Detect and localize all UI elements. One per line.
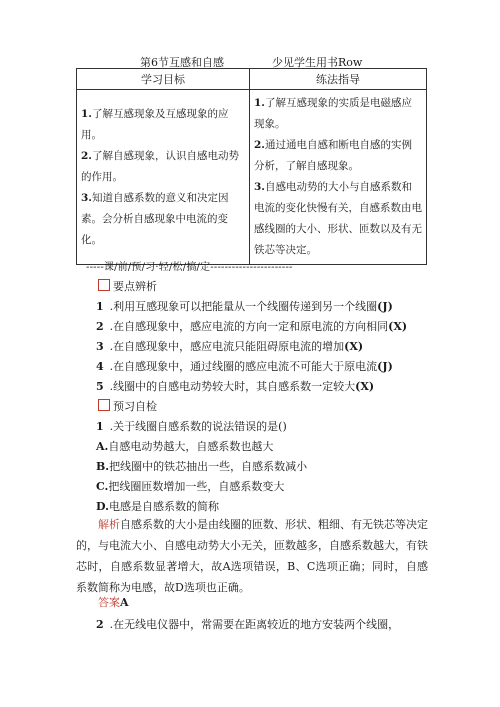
guide-item: 3.自感电动势的大小与自感系数和电流的变化快慢有关，自感系数由电感线圈的大小、形状、匝数以及有无铁芯等决定。 bbox=[254, 181, 422, 256]
answer-value: A bbox=[120, 596, 129, 609]
goals-header: 学习目标 bbox=[77, 69, 250, 90]
series-label: 少见学生用书Row bbox=[272, 56, 363, 69]
goals-cell bbox=[77, 90, 250, 265]
guides-header: 练法指导 bbox=[250, 69, 427, 90]
section-divider: -----课/前/预/习·轻/松/搞/定----------------------- bbox=[86, 262, 293, 273]
option-a: A.自感电动势越大，自感系数也越大 bbox=[96, 440, 274, 453]
analysis-text: 自感系数的大小是由线圈的匝数、形状、粗细、有无铁芯等决定的，与电流大小、自感电动势大小无关，匝数越多，自感系数越大，有铁芯时，自感系数显著增大，故A选项错误，B、C选项正确；同时，自感系数简称为电感，故D选项也正确。 bbox=[76, 518, 428, 594]
checkbox-square-icon bbox=[98, 399, 110, 411]
question-stem: 2 .在无线电仪器中，常需要在距离较近的地方安装两个线圈， bbox=[96, 618, 400, 631]
point-item: 3 .在自感现象中，感应电流只能阻碍原电流的增加(X) bbox=[96, 340, 364, 353]
point-item: 1 .利用互感现象可以把能量从一个线圈传递到另一个线圈(J) bbox=[96, 300, 393, 313]
objectives-table bbox=[76, 68, 427, 265]
point-item: 5 .线圈中的自感电动势较大时，其自感系数一定较大(X) bbox=[96, 380, 375, 393]
option-c: C.把线圈匝数增加一些，自感系数变大 bbox=[96, 480, 285, 493]
point-item: 2 .在自感现象中，感应电流的方向一定和原电流的方向相同(X) bbox=[96, 320, 408, 333]
points-heading: 要点辨析 bbox=[98, 278, 157, 294]
goal-item: 3.知道自感系数的意义和决定因素。会分析自感现象中电流的变化。 bbox=[81, 191, 229, 246]
goal-item: 1.了解互感现象及互感现象的应用。 bbox=[81, 107, 229, 141]
analysis-label: 解析 bbox=[98, 518, 120, 531]
answer-line bbox=[98, 594, 129, 610]
point-item: 4 .在自感现象中，通过线圈的感应电流不可能大于原电流(J) bbox=[96, 360, 393, 373]
question-stem: 1 .关于线圈自感系数的说法错误的是() bbox=[96, 420, 287, 433]
answer-label: 答案 bbox=[98, 596, 120, 609]
guides-cell bbox=[250, 90, 427, 265]
goal-item: 2.了解自感现象，认识自感电动势的作用。 bbox=[81, 149, 239, 183]
guide-item: 1.了解互感现象的实质是电磁感应现象。 bbox=[254, 97, 412, 130]
section-title: 第6节互感和自感 bbox=[140, 56, 224, 69]
check-heading: 预习自检 bbox=[98, 398, 157, 414]
analysis-paragraph bbox=[76, 514, 428, 598]
option-d: D.电感是自感系数的简称 bbox=[96, 500, 219, 513]
checkbox-square-icon bbox=[98, 279, 110, 291]
option-b: B.把线圈中的铁芯抽出一些，自感系数减小 bbox=[96, 460, 308, 473]
guide-item: 2.通过通电自感和断电自感的实例分析，了解自感现象。 bbox=[254, 139, 412, 172]
